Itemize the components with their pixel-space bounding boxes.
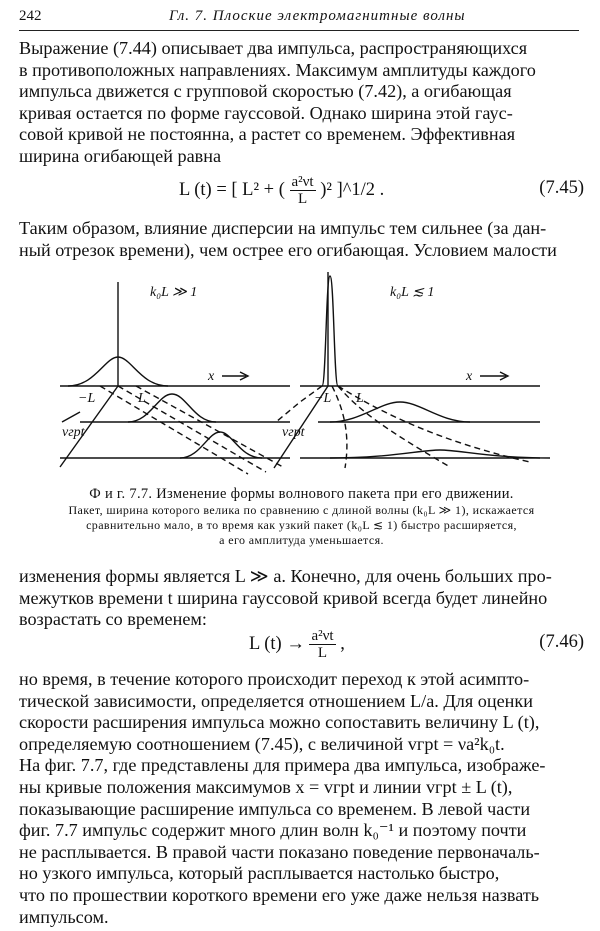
text-line: возрастать со временем:: [19, 609, 207, 630]
paragraph-2: [19, 218, 584, 261]
running-title: Гл. 7. Плоские электромагнитные волны: [169, 8, 466, 24]
right-plus-L: L: [356, 391, 364, 406]
equation-rhs: ,: [340, 633, 345, 654]
figure-svg: [0, 262, 600, 487]
page-number: 242: [19, 8, 42, 24]
left-condition-label: k₀L ≫ 1: [150, 285, 198, 300]
text-line: но узкого импульса, который расплывается настолько быстро,: [19, 863, 500, 884]
equation-lhs: L (t) = [ L² + (: [179, 179, 285, 200]
left-vt-tick: [62, 412, 80, 422]
caption-line: а его амплитуда уменьшается.: [219, 533, 384, 547]
equation-7-45: [19, 168, 584, 208]
equation-7-46: [19, 622, 584, 662]
equation-fraction: [290, 174, 316, 207]
text-line: скорости расширения импульса можно сопоставить величину L (t),: [19, 712, 540, 733]
text-line: определяемую соотношением (7.45), с величиной vгрt = νa²k₀t.: [19, 733, 505, 754]
text-line: импульса движется с групповой скоростью (7.42), а огибающая: [19, 81, 512, 102]
text-line: но время, в течение которого происходит переход к этой асимпто-: [19, 669, 530, 689]
left-plus-L: L: [138, 391, 146, 406]
text-line: тической зависимости, определяется отношением L/a. Для оценки: [19, 690, 533, 711]
text-line: совой кривой не постоянна, а растет со временем. Эффективная: [19, 124, 516, 145]
equation-rhs: )² ]^1/2 .: [320, 179, 385, 200]
equation-number: (7.45): [539, 178, 584, 198]
running-header: [19, 6, 579, 30]
fraction-numerator: a²νt: [311, 628, 334, 644]
fraction-denominator: L: [317, 645, 328, 661]
text-line: что по прошествии короткого времени его уже даже нельзя назвать: [19, 884, 540, 905]
text-line: ный отрезок времени), чем острее его огибающая. Условием малости: [19, 239, 557, 260]
header-rule: [19, 30, 579, 31]
equation-fraction: [309, 628, 335, 661]
text-line: Выражение (7.44) описывает два импульса, распространяющихся: [19, 38, 528, 58]
text-line: импульсом.: [19, 906, 109, 927]
left-vt-label: vгрt: [62, 425, 85, 440]
figure-caption: [19, 486, 584, 548]
paragraph-1: [19, 38, 584, 168]
right-minus-L: −L: [314, 391, 332, 406]
text-line: На фиг. 7.7, где представлены для примера два импульса, изображе-: [19, 755, 546, 776]
text-line: кривая остается по форме гауссовой. Однако ширина этой гаус-: [19, 102, 513, 123]
right-condition-label: k₀L ≲ 1: [390, 285, 435, 300]
fraction-numerator: a²νt: [291, 174, 314, 190]
fraction-denominator: L: [297, 191, 308, 207]
equation-number: (7.46): [539, 632, 584, 652]
text-line: межутков времени t ширина гауссовой кривой всегда будет линейно: [19, 587, 548, 608]
left-pulse-3: [180, 432, 262, 458]
left-minus-L: −L: [78, 391, 96, 406]
caption-line: Пакет, ширина которого велика по сравнению с длиной волны (k₀L ≫ 1), искажается: [68, 503, 535, 517]
text-line: показывающие расширение импульса со временем. В левой части: [19, 798, 531, 819]
right-curve-line: [332, 386, 347, 468]
text-line: изменения формы является L ≫ a. Конечно, для очень больших про-: [19, 566, 552, 586]
caption-line: сравнительно мало, в то время как узкий пакет (k₀L ≲ 1) быстро расширяется,: [86, 518, 517, 532]
text-line: не расплывается. В правой части показано поведение первоначаль-: [19, 841, 540, 862]
right-narrow-pulse: [322, 276, 338, 386]
right-pulse-3: [330, 450, 550, 458]
text-line: фиг. 7.7 импульс содержит много длин волн k₀⁻¹ и поэтому почти: [19, 820, 527, 841]
right-vt-label: vгрt: [282, 425, 305, 440]
text-line: ширина огибающей равна: [19, 145, 222, 166]
left-x-label: x: [208, 369, 215, 384]
text-line: в противоположных направлениях. Максимум амплитуды каждого: [19, 59, 536, 80]
right-x-label: x: [466, 369, 473, 384]
left-plus-line: [136, 386, 283, 467]
figure-7-7: [0, 262, 600, 487]
text-line: Таким образом, влияние дисперсии на импульс тем сильнее (за дан-: [19, 218, 547, 238]
equation-lhs: L (t) →: [249, 633, 305, 654]
left-minus-line: [100, 386, 248, 474]
caption-title: Ф и г. 7.7. Изменение формы волнового пакета при его движении.: [89, 486, 514, 502]
text-line: ны кривые положения максимумов x = vгрt и линии vгрt ± L (t),: [19, 776, 513, 797]
paragraph-4: [19, 669, 584, 928]
